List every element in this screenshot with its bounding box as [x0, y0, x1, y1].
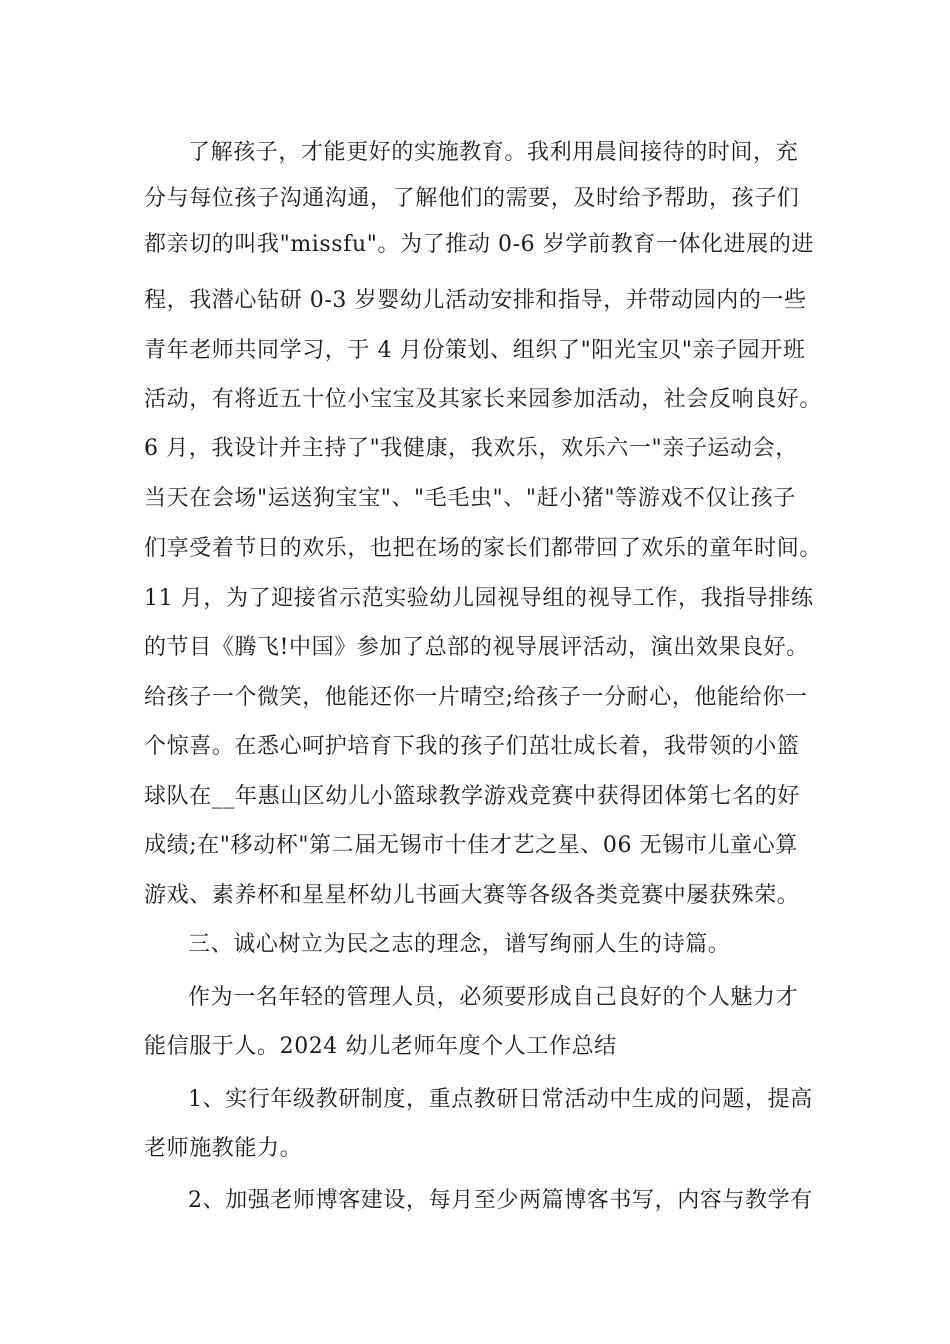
- paragraph-line: 了解孩子，才能更好的实施教育。我利用晨间接待的时间，充: [188, 140, 799, 165]
- list-item: 1、实行年级教研制度，重点教研日常活动中生成的问题，提高: [188, 1087, 813, 1112]
- paragraph-line: 们享受着节日的欢乐，也把在场的家长们都带回了欢乐的童年时间。: [144, 536, 823, 561]
- paragraph-line: 个惊喜。在悉心呵护培育下我的孩子们茁壮成长着，我带领的小篮: [144, 734, 800, 759]
- paragraph-line: 当天在会场"运送狗宝宝"、"毛毛虫"、"赶小猪"等游戏不仅让孩子: [144, 486, 796, 511]
- paragraph-line: 活动，有将近五十位小宝宝及其家长来园参加活动，社会反响良好。: [144, 387, 823, 412]
- paragraph-line: 分与每位孩子沟通沟通，了解他们的需要，及时给予帮助，孩子们: [144, 186, 800, 211]
- paragraph-line: 游戏、素养杯和星星杯幼儿书画大赛等各级各类竞赛中屡获殊荣。: [144, 883, 800, 908]
- paragraph-line: 能信服于人。2024 幼儿老师年度个人工作总结: [144, 1034, 617, 1059]
- paragraph-line: 球队在__年惠山区幼儿小篮球教学游戏竞赛中获得团体第七名的好: [144, 784, 801, 809]
- paragraph-line: 青年老师共同学习，于 4 月份策划、组织了"阳光宝贝"亲子园开班: [144, 338, 806, 363]
- paragraph-line: 作为一名年轻的管理人员，必须要形成自己良好的个人魅力才: [188, 985, 799, 1010]
- paragraph-line: 6 月，我设计并主持了"我健康，我欢乐，欢乐六一"亲子运动会，: [144, 436, 798, 461]
- paragraph-line: 程，我潜心钻研 0-3 岁婴幼儿活动安排和指导，并带动园内的一些: [144, 288, 807, 313]
- paragraph-line: 11 月，为了迎接省示范实验幼儿园视导组的视导工作，我指导排练: [144, 586, 814, 611]
- paragraph-line: 老师施教能力。: [144, 1136, 303, 1161]
- paragraph-line: 成绩;在"移动杯"第二届无锡市十佳才艺之星、06 无锡市儿童心算: [144, 833, 798, 858]
- paragraph-line: 给孩子一个微笑，他能还你一片晴空;给孩子一分耐心，他能给你一: [144, 685, 808, 710]
- paragraph-line: 都亲切的叫我"missfu"。为了推动 0-6 岁学前教育一体化进展的进: [144, 232, 815, 257]
- section-heading: 三、诚心树立为民之志的理念，谱写绚丽人生的诗篇。: [188, 932, 731, 957]
- paragraph-line: 的节目《腾飞!中国》参加了总部的视导展评活动，演出效果良好。: [144, 635, 809, 660]
- list-item: 2、加强老师博客建设，每月至少两篇博客书写，内容与教学有: [188, 1188, 813, 1213]
